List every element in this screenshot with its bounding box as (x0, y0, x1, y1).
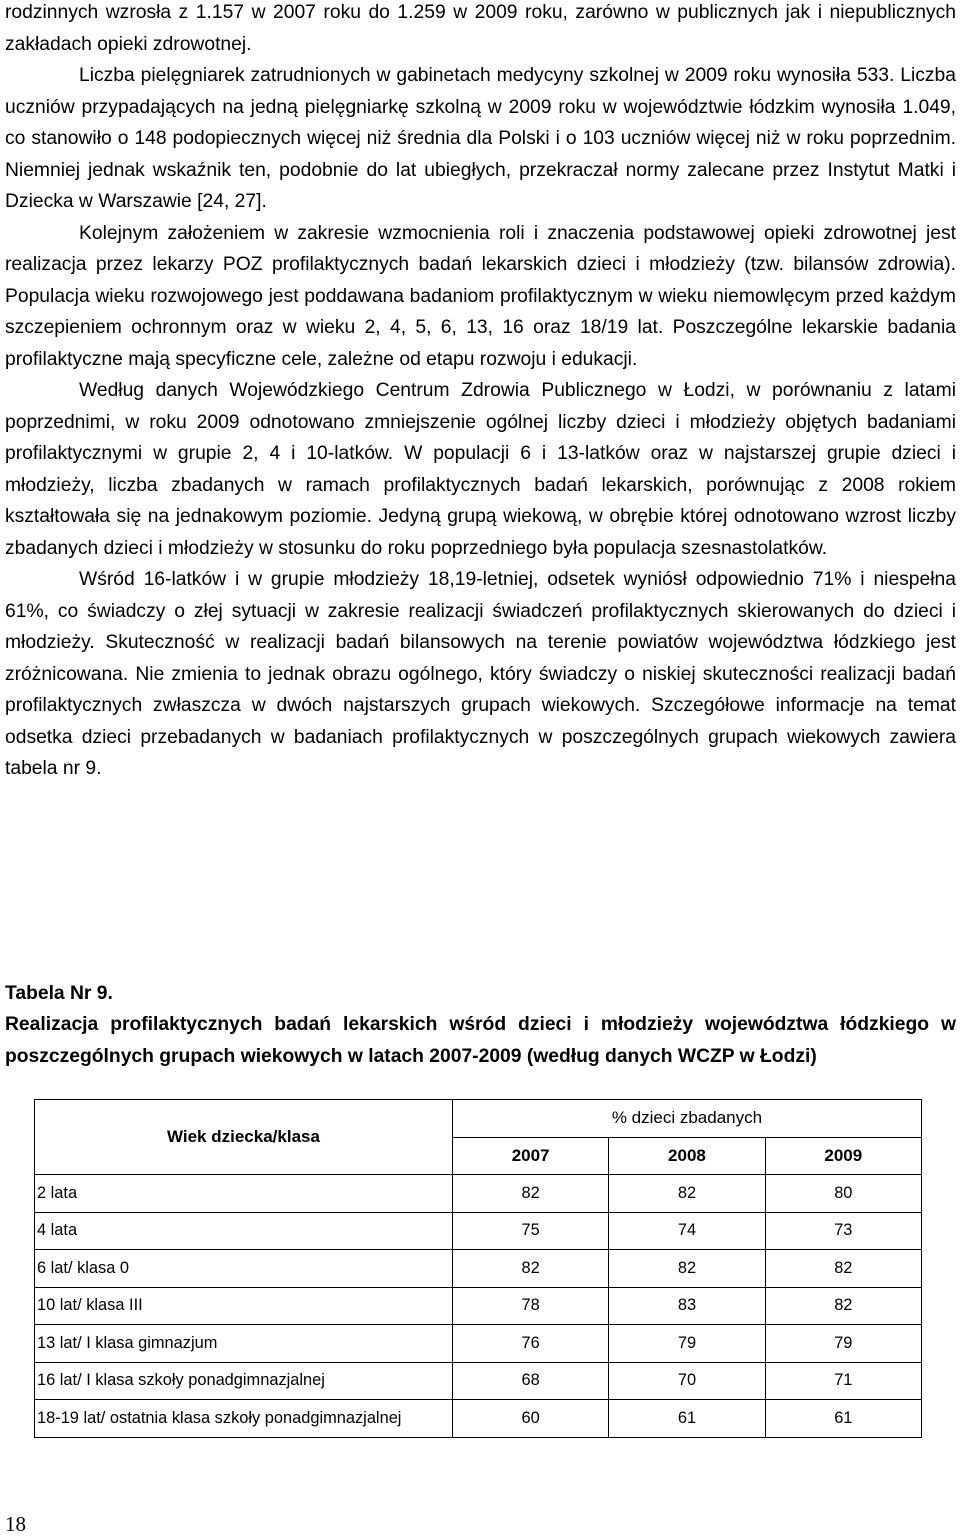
column-header-age: Wiek dziecka/klasa (35, 1100, 453, 1175)
value-cell-2009: 82 (765, 1250, 921, 1288)
value-cell-2007: 82 (452, 1250, 608, 1288)
row-label-cell: 4 lata (35, 1212, 453, 1250)
value-cell-2007: 60 (452, 1400, 608, 1438)
table-header-row (35, 1100, 922, 1138)
row-label-cell: 10 lat/ klasa III (35, 1287, 453, 1325)
paragraph-1: rodzinnych wzrosła z 1.157 w 2007 roku do 1.259 w 2009 roku, zarówno w publicznych jak i niepublicznych zakładach opieki zdrowotnej. (5, 2, 956, 55)
value-cell-2009: 80 (765, 1175, 921, 1213)
column-header-year: 2009 (765, 1137, 921, 1175)
row-label-cell: 6 lat/ klasa 0 (35, 1250, 453, 1288)
row-label-cell: 13 lat/ I klasa gimnazjum (35, 1325, 453, 1363)
table-row (35, 1400, 922, 1438)
table-caption: Realizacja profilaktycznych badań lekarskich wśród dzieci i młodzieży województwa łódzkiego w poszczególnych grupach wiekowych w latach 2007-2009 (według danych WCZP w Łodzi) (5, 1014, 956, 1067)
value-cell-2009: 82 (765, 1287, 921, 1325)
column-header-group: % dzieci zbadanych (452, 1100, 921, 1138)
value-cell-2008: 82 (609, 1175, 765, 1213)
table-row (35, 1362, 922, 1400)
value-cell-2008: 82 (609, 1250, 765, 1288)
row-label-cell: 18-19 lat/ ostatnia klasa szkoły ponadgimnazjalnej (35, 1400, 453, 1438)
value-cell-2009: 79 (765, 1325, 921, 1363)
column-header-year: 2008 (609, 1137, 765, 1175)
paragraph-2: Liczba pielęgniarek zatrudnionych w gabinetach medycyny szkolnej w 2009 roku wynosiła 533. Liczba uczniów przypadających na jedną pielęgniarkę szkolną w 2009 roku w województwie łódzkim wynosiła 1.049, co stanowiło o 148 podopiecznych więcej niż średnia dla Polski i o 103 uczniów więcej niż w roku poprzednim. Niemniej jednak wskaźnik ten, podobnie do lat ubiegłych, przekraczał normy zalecane przez Instytut Matki i Dziecka w Warszawie [24, 27]. (5, 65, 956, 212)
value-cell-2009: 73 (765, 1212, 921, 1250)
body-text (5, 0, 956, 785)
row-label-cell: 16 lat/ I klasa szkoły ponadgimnazjalnej (35, 1362, 453, 1400)
column-header-year: 2007 (452, 1137, 608, 1175)
value-cell-2008: 74 (609, 1212, 765, 1250)
value-cell-2007: 76 (452, 1325, 608, 1363)
paragraph-4: Według danych Wojewódzkiego Centrum Zdrowia Publicznego w Łodzi, w porównaniu z latami poprzednimi, w roku 2009 odnotowano zmniejszenie ogólnej liczby dzieci i młodzieży objętych badaniami profilaktycznymi w grupie 2, 4 i 10-latków. W populacji 6 i 13-latków oraz w najstarszej grupie dzieci i młodzieży, liczba zbadanych w ramach profilaktycznych badań lekarskich, porównując z 2008 rokiem kształtowała się na jednakowym poziomie. Jedyną grupą wiekową, w obrębie której odnotowano wzrost liczby zbadanych dzieci i młodzieży w stosunku do roku poprzedniego była populacja szesnastolatków. (5, 380, 956, 559)
table-row (35, 1175, 922, 1213)
value-cell-2009: 61 (765, 1400, 921, 1438)
table-title: Tabela Nr 9. (5, 983, 113, 1004)
value-cell-2009: 71 (765, 1362, 921, 1400)
data-table (34, 1099, 922, 1438)
value-cell-2007: 68 (452, 1362, 608, 1400)
value-cell-2008: 61 (609, 1400, 765, 1438)
table-row (35, 1212, 922, 1250)
row-label-cell: 2 lata (35, 1175, 453, 1213)
value-cell-2008: 79 (609, 1325, 765, 1363)
value-cell-2007: 78 (452, 1287, 608, 1325)
table-row (35, 1325, 922, 1363)
table-row (35, 1287, 922, 1325)
paragraph-3: Kolejnym założeniem w zakresie wzmocnienia roli i znaczenia podstawowej opieki zdrowotnej jest realizacja przez lekarzy POZ profilaktycznych badań lekarskich dzieci i młodzieży (tzw. bilansów zdrowia). Populacja wieku rozwojowego jest poddawana badaniom profilaktycznym w wieku niemowlęcym przed każdym szczepieniem ochronnym oraz w wieku 2, 4, 5, 6, 13, 16 oraz 18/19 lat. Poszczególne lekarskie badania profilaktyczne mają specyficzne cele, zależne od etapu rozwoju i edukacji. (5, 222, 956, 370)
paragraph-5: Wśród 16-latków i w grupie młodzieży 18,19-letniej, odsetek wyniósł odpowiednio 71% i niespełna 61%, co świadczy o złej sytuacji w zakresie realizacji świadczeń profilaktycznych skierowanych do dzieci i młodzieży. Skuteczność w realizacji badań bilansowych na terenie powiatów województwa łódzkiego jest zróżnicowana. Nie zmienia to jednak obrazu ogólnego, który świadczy o niskiej skuteczności realizacji badań profilaktycznych zwłaszcza w dwóch najstarszych grupach wiekowych. Szczegółowe informacje na temat odsetka dzieci przebadanych w badaniach profilaktycznych w poszczególnych grupach wiekowych zawiera tabela nr 9. (5, 569, 956, 779)
value-cell-2008: 83 (609, 1287, 765, 1325)
value-cell-2007: 82 (452, 1175, 608, 1213)
value-cell-2007: 75 (452, 1212, 608, 1250)
page-number: 18 (5, 1512, 26, 1536)
table-row (35, 1250, 922, 1288)
value-cell-2008: 70 (609, 1362, 765, 1400)
